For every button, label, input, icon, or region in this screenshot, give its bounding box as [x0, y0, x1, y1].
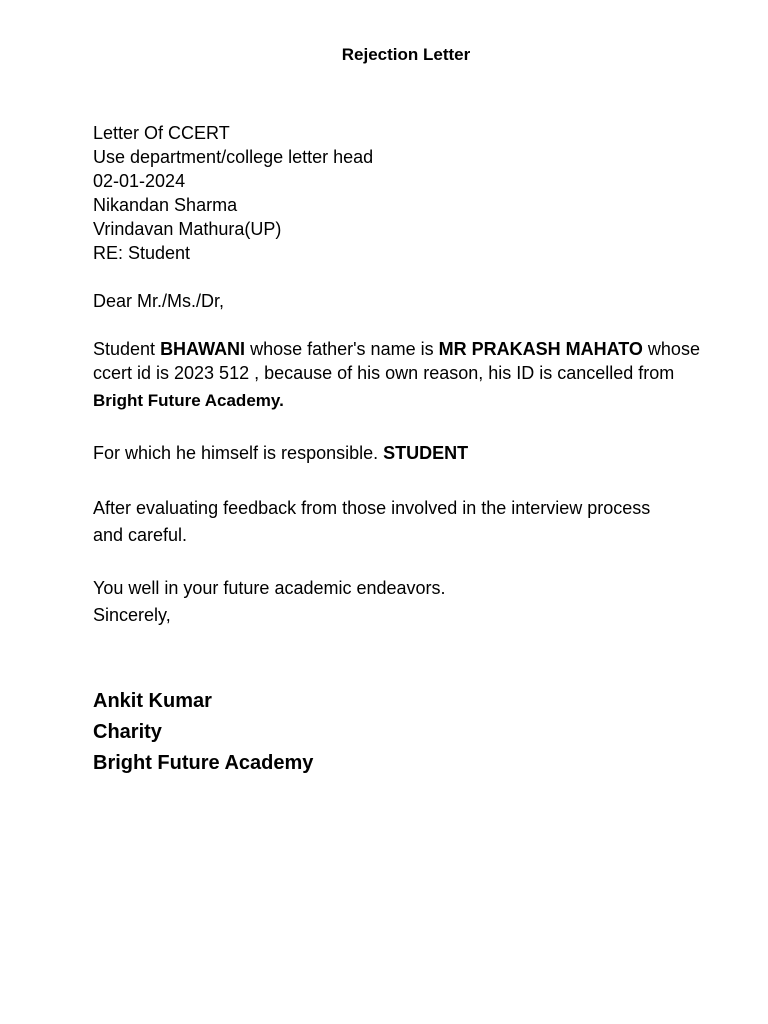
signatory-organization: Bright Future Academy [93, 752, 314, 774]
para1-line-2: ccert id is 2023 512 , because of his own reason, his ID is cancelled from [93, 363, 675, 383]
paragraph-evaluation [93, 495, 733, 549]
para1-text-2: whose father's name is [245, 339, 439, 359]
signature-block [93, 686, 313, 779]
para3-line-2: and careful. [93, 525, 188, 545]
signatory-name: Ankit Kumar [93, 690, 212, 712]
letter-header-block [93, 121, 733, 265]
salutation: Dear Mr./Ms./Dr, [93, 291, 225, 311]
recipient-name: Nikandan Sharma [93, 195, 238, 215]
letter-date: 02-01-2024 [93, 171, 186, 191]
academy-name: Bright Future Academy. [93, 391, 284, 410]
para1-text-3: whose [642, 339, 700, 359]
sign-off: Sincerely, [93, 605, 171, 625]
para2-bold: STUDENT [383, 443, 469, 463]
para3-line-1: After evaluating feedback from those involved in the interview process [93, 498, 651, 518]
letter-subject: RE: Student [93, 243, 191, 263]
letterhead-org: Letter Of CCERT [93, 123, 230, 143]
letterhead-instruction: Use department/college letter head [93, 147, 374, 167]
letter-body [93, 121, 733, 629]
recipient-address: Vrindavan Mathura(UP) [93, 219, 282, 239]
paragraph-cancellation [93, 337, 733, 417]
closing-line: You well in your future academic endeavors. [93, 578, 446, 598]
para1-text-1: Student [93, 339, 161, 359]
para2-text: For which he himself is responsible. [93, 443, 384, 463]
father-name: MR PRAKASH MAHATO [438, 339, 643, 359]
letter-title: Rejection Letter [341, 45, 471, 64]
signatory-role: Charity [93, 721, 162, 743]
student-name: BHAWANI [160, 339, 246, 359]
paragraph-responsibility [93, 441, 733, 465]
